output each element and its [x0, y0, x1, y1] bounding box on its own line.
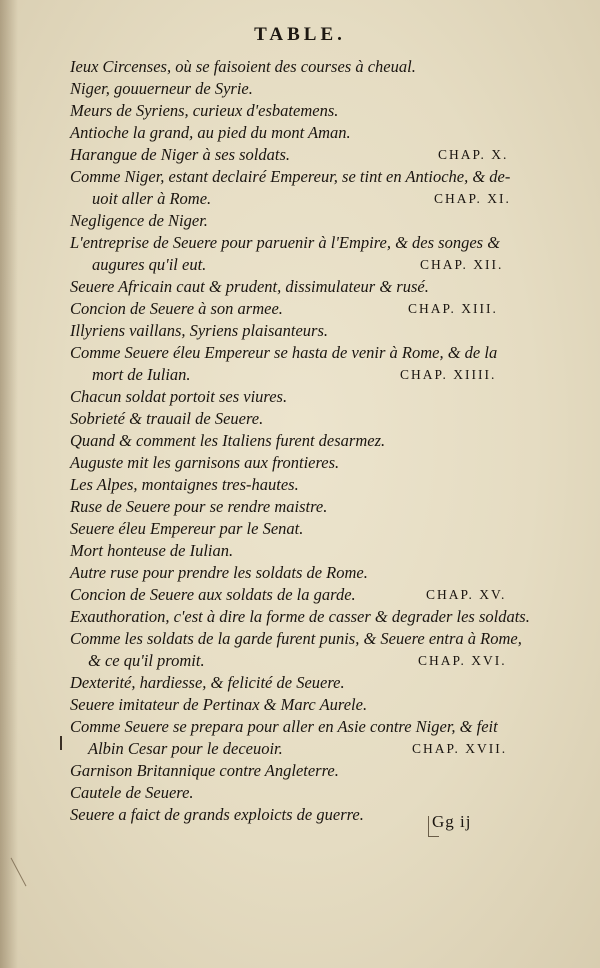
entry-text: Garnison Britannique contre Angleterre.	[70, 761, 339, 780]
entry-text: Comme Niger, estant declairé Empereur, se tint en Antioche, & de-	[70, 167, 511, 186]
table-entry	[0, 694, 600, 716]
chapter-label: CHAP. XV.	[426, 587, 507, 602]
chapter-label: CHAP. XVII.	[412, 741, 508, 756]
chapter-label: CHAP. XII.	[420, 257, 504, 272]
table-entry	[0, 584, 600, 606]
entry-text: Concion de Seuere aux soldats de la garde.	[70, 585, 356, 604]
entry-text: & ce qu'il promit.	[88, 651, 205, 670]
entry-text: Comme Seuere se prepara pour aller en Asie contre Niger, & feit	[70, 717, 498, 736]
entry-text: Auguste mit les garnisons aux frontieres.	[70, 453, 340, 472]
table-entry	[0, 320, 600, 342]
margin-mark	[60, 736, 62, 750]
entry-text: Autre ruse pour prendre les soldats de Rome.	[70, 563, 368, 582]
entry-text: Exauthoration, c'est à dire la forme de casser & degrader les soldats.	[70, 607, 530, 626]
entry-text: Seuere Africain caut & prudent, dissimulateur & rusé.	[70, 277, 429, 296]
entry-text: Chacun soldat portoit ses viures.	[70, 387, 288, 406]
entry-text: Seuere éleu Empereur par le Senat.	[70, 519, 304, 538]
entry-text: Les Alpes, montaignes tres-hautes.	[70, 475, 299, 494]
table-entry	[0, 364, 600, 386]
running-head: TABLE.	[254, 24, 346, 45]
table-entry	[0, 760, 600, 782]
table-entry	[0, 342, 600, 364]
entry-text: Seuere a faict de grands exploicts de guerre.	[70, 805, 364, 824]
entry-text: Mort honteuse de Iulian.	[70, 541, 234, 560]
chapter-label: CHAP. XVI.	[418, 653, 507, 668]
entry-text: Quand & comment les Italiens furent desarmez.	[70, 431, 386, 450]
table-entry	[0, 386, 600, 408]
table-entry	[0, 804, 600, 826]
entry-text: Ieux Circenses, où se faisoient des courses à cheual.	[70, 57, 416, 76]
table-entry	[0, 562, 600, 584]
entry-text: Albin Cesar pour le deceuoir.	[88, 739, 283, 758]
table-entry	[0, 540, 600, 562]
table-entry	[0, 276, 600, 298]
table-entry	[0, 188, 600, 210]
chapter-label: CHAP. XIIII.	[400, 367, 497, 382]
table-entry	[0, 628, 600, 650]
table-entry	[0, 166, 600, 188]
table-entry	[0, 518, 600, 540]
table-entry	[0, 232, 600, 254]
signature-mark: Gg ij	[432, 812, 472, 831]
entry-text: Ruse de Seuere pour se rendre maistre.	[70, 497, 328, 516]
entry-text: augures qu'il eut.	[92, 255, 207, 274]
entry-text: Negligence de Niger.	[70, 211, 208, 230]
table-entry	[0, 782, 600, 804]
table-entry	[0, 56, 600, 78]
entry-text: Dexterité, hardiesse, & felicité de Seuere.	[70, 673, 345, 692]
table-entry	[0, 254, 600, 276]
table-entry	[0, 210, 600, 232]
table-entry	[0, 452, 600, 474]
table-entry	[0, 144, 600, 166]
table-entry	[0, 430, 600, 452]
table-entry	[0, 496, 600, 518]
table-entry	[0, 122, 600, 144]
entry-text: Meurs de Syriens, curieux d'esbatemens.	[70, 101, 339, 120]
entry-text: L'entreprise de Seuere pour paruenir à l'Empire, & des songes &	[70, 233, 501, 252]
entry-text: Seuere imitateur de Pertinax & Marc Aurele.	[70, 695, 368, 714]
chapter-label: CHAP. XI.	[434, 191, 511, 206]
entry-text: Illyriens vaillans, Syriens plaisanteurs.	[70, 321, 329, 340]
entry-text: Comme Seuere éleu Empereur se hasta de venir à Rome, & de la	[70, 343, 498, 362]
chapter-label: CHAP. X.	[438, 147, 509, 162]
entry-text: Antioche la grand, au pied du mont Aman.	[70, 123, 351, 142]
table-entry	[0, 474, 600, 496]
table-entry	[0, 78, 600, 100]
table-entry	[0, 408, 600, 430]
table-entry	[0, 738, 600, 760]
entry-text: Comme les soldats de la garde furent punis, & Seuere entra à Rome,	[70, 629, 522, 648]
table-entry	[0, 100, 600, 122]
entry-text: Niger, gouuerneur de Syrie.	[70, 79, 253, 98]
chapter-label: CHAP. XIII.	[408, 301, 498, 316]
entry-text: Sobrieté & trauail de Seuere.	[70, 409, 264, 428]
table-entry	[0, 298, 600, 320]
table-entry	[0, 716, 600, 738]
entry-text: Cautele de Seuere.	[70, 783, 194, 802]
table-entry	[0, 650, 600, 672]
table-entry	[0, 606, 600, 628]
entry-text: uoit aller à Rome.	[92, 189, 212, 208]
entry-text: Harangue de Niger à ses soldats.	[70, 145, 290, 164]
table-entry	[0, 672, 600, 694]
entry-text: mort de Iulian.	[92, 365, 191, 384]
entry-text: Concion de Seuere à son armee.	[70, 299, 283, 318]
